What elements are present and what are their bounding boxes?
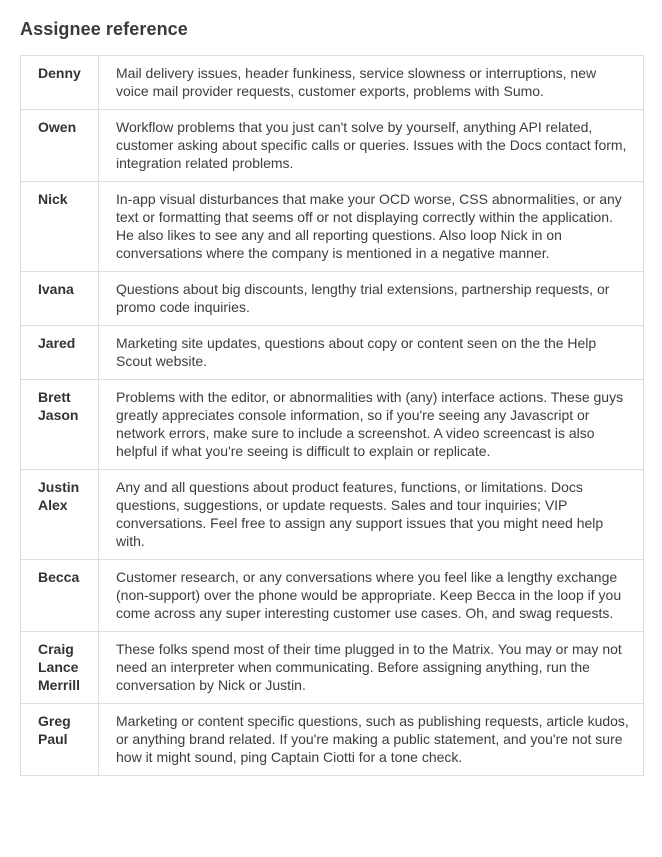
assignee-description: Questions about big discounts, lengthy trial extensions, partnership requests, or promo code inquiries. — [99, 272, 644, 326]
assignee-names-cell — [21, 56, 99, 110]
assignee-names-cell — [21, 632, 99, 704]
table-row — [21, 704, 644, 776]
assignee-name: Craig — [38, 641, 74, 657]
assignee-names-cell — [21, 110, 99, 182]
assignee-names-cell — [21, 326, 99, 380]
assignee-name: Ivana — [38, 281, 74, 297]
assignee-description: Any and all questions about product features, functions, or limitations. Docs questions, suggestions, or update requests. Sales and tour inquiries; VIP conversations. Feel free to assign any support issues that you might need help with. — [99, 470, 644, 560]
assignee-name: Brett — [38, 389, 71, 405]
assignee-names-cell — [21, 182, 99, 272]
assignee-reference-table — [20, 55, 644, 776]
assignee-names-cell — [21, 272, 99, 326]
assignee-name: Justin — [38, 479, 80, 495]
assignee-description: In-app visual disturbances that make your OCD worse, CSS abnormalities, or any text or formatting that seems off or not displaying correctly within the application. He also likes to see any and all reporting questions. Also loop Nick in on conversations where the company is mentioned in a negative manner. — [99, 182, 644, 272]
page-title: Assignee reference — [20, 19, 188, 39]
assignee-names-cell — [21, 560, 99, 632]
assignee-name: Nick — [38, 191, 68, 207]
table-row — [21, 560, 644, 632]
assignee-description: Marketing site updates, questions about copy or content seen on the the Help Scout website. — [99, 326, 644, 380]
assignee-table-body — [21, 56, 644, 776]
table-row — [21, 110, 644, 182]
table-row — [21, 380, 644, 470]
assignee-name: Denny — [38, 65, 81, 81]
assignee-description: Problems with the editor, or abnormalities with (any) interface actions. These guys greatly appreciates console information, so if you're seeing any Javascript or network errors, make sure to include a screenshot. A video screencast is also helpful if what you're seeing is difficult to explain or replicate. — [99, 380, 644, 470]
assignee-name: Greg — [38, 713, 71, 729]
table-row — [21, 632, 644, 704]
assignee-description: Marketing or content specific questions, such as publishing requests, article kudos, or anything brand related. If you're making a public statement, and you're not sure how it might sound, ping Captain Ciotti for a tone check. — [99, 704, 644, 776]
assignee-name: Jared — [38, 335, 76, 351]
assignee-name: Alex — [38, 497, 68, 513]
assignee-description: Customer research, or any conversations where you feel like a lengthy exchange (non-support) over the phone would be appropriate. Keep Becca in the loop if you come across any super interesting customer use cases. Oh, and swag requests. — [99, 560, 644, 632]
table-row — [21, 272, 644, 326]
table-row — [21, 56, 644, 110]
table-row — [21, 326, 644, 380]
assignee-names-cell — [21, 380, 99, 470]
assignee-name: Lance — [38, 659, 79, 675]
assignee-names-cell — [21, 704, 99, 776]
assignee-name: Owen — [38, 119, 77, 135]
assignee-name: Becca — [38, 569, 80, 585]
assignee-name: Paul — [38, 731, 68, 747]
table-row — [21, 182, 644, 272]
assignee-description: These folks spend most of their time plugged in to the Matrix. You may or may not need an interpreter when communicating. Before assigning anything, run the conversation by Nick or Justin. — [99, 632, 644, 704]
assignee-description: Mail delivery issues, header funkiness, service slowness or interruptions, new voice mail provider requests, customer exports, problems with Sumo. — [99, 56, 644, 110]
assignee-name: Merrill — [38, 677, 81, 693]
assignee-name: Jason — [38, 407, 79, 423]
table-row — [21, 470, 644, 560]
assignee-names-cell — [21, 470, 99, 560]
assignee-description: Workflow problems that you just can't solve by yourself, anything API related, customer asking about specific calls or queries. Issues with the Docs contact form, integration related problems. — [99, 110, 644, 182]
